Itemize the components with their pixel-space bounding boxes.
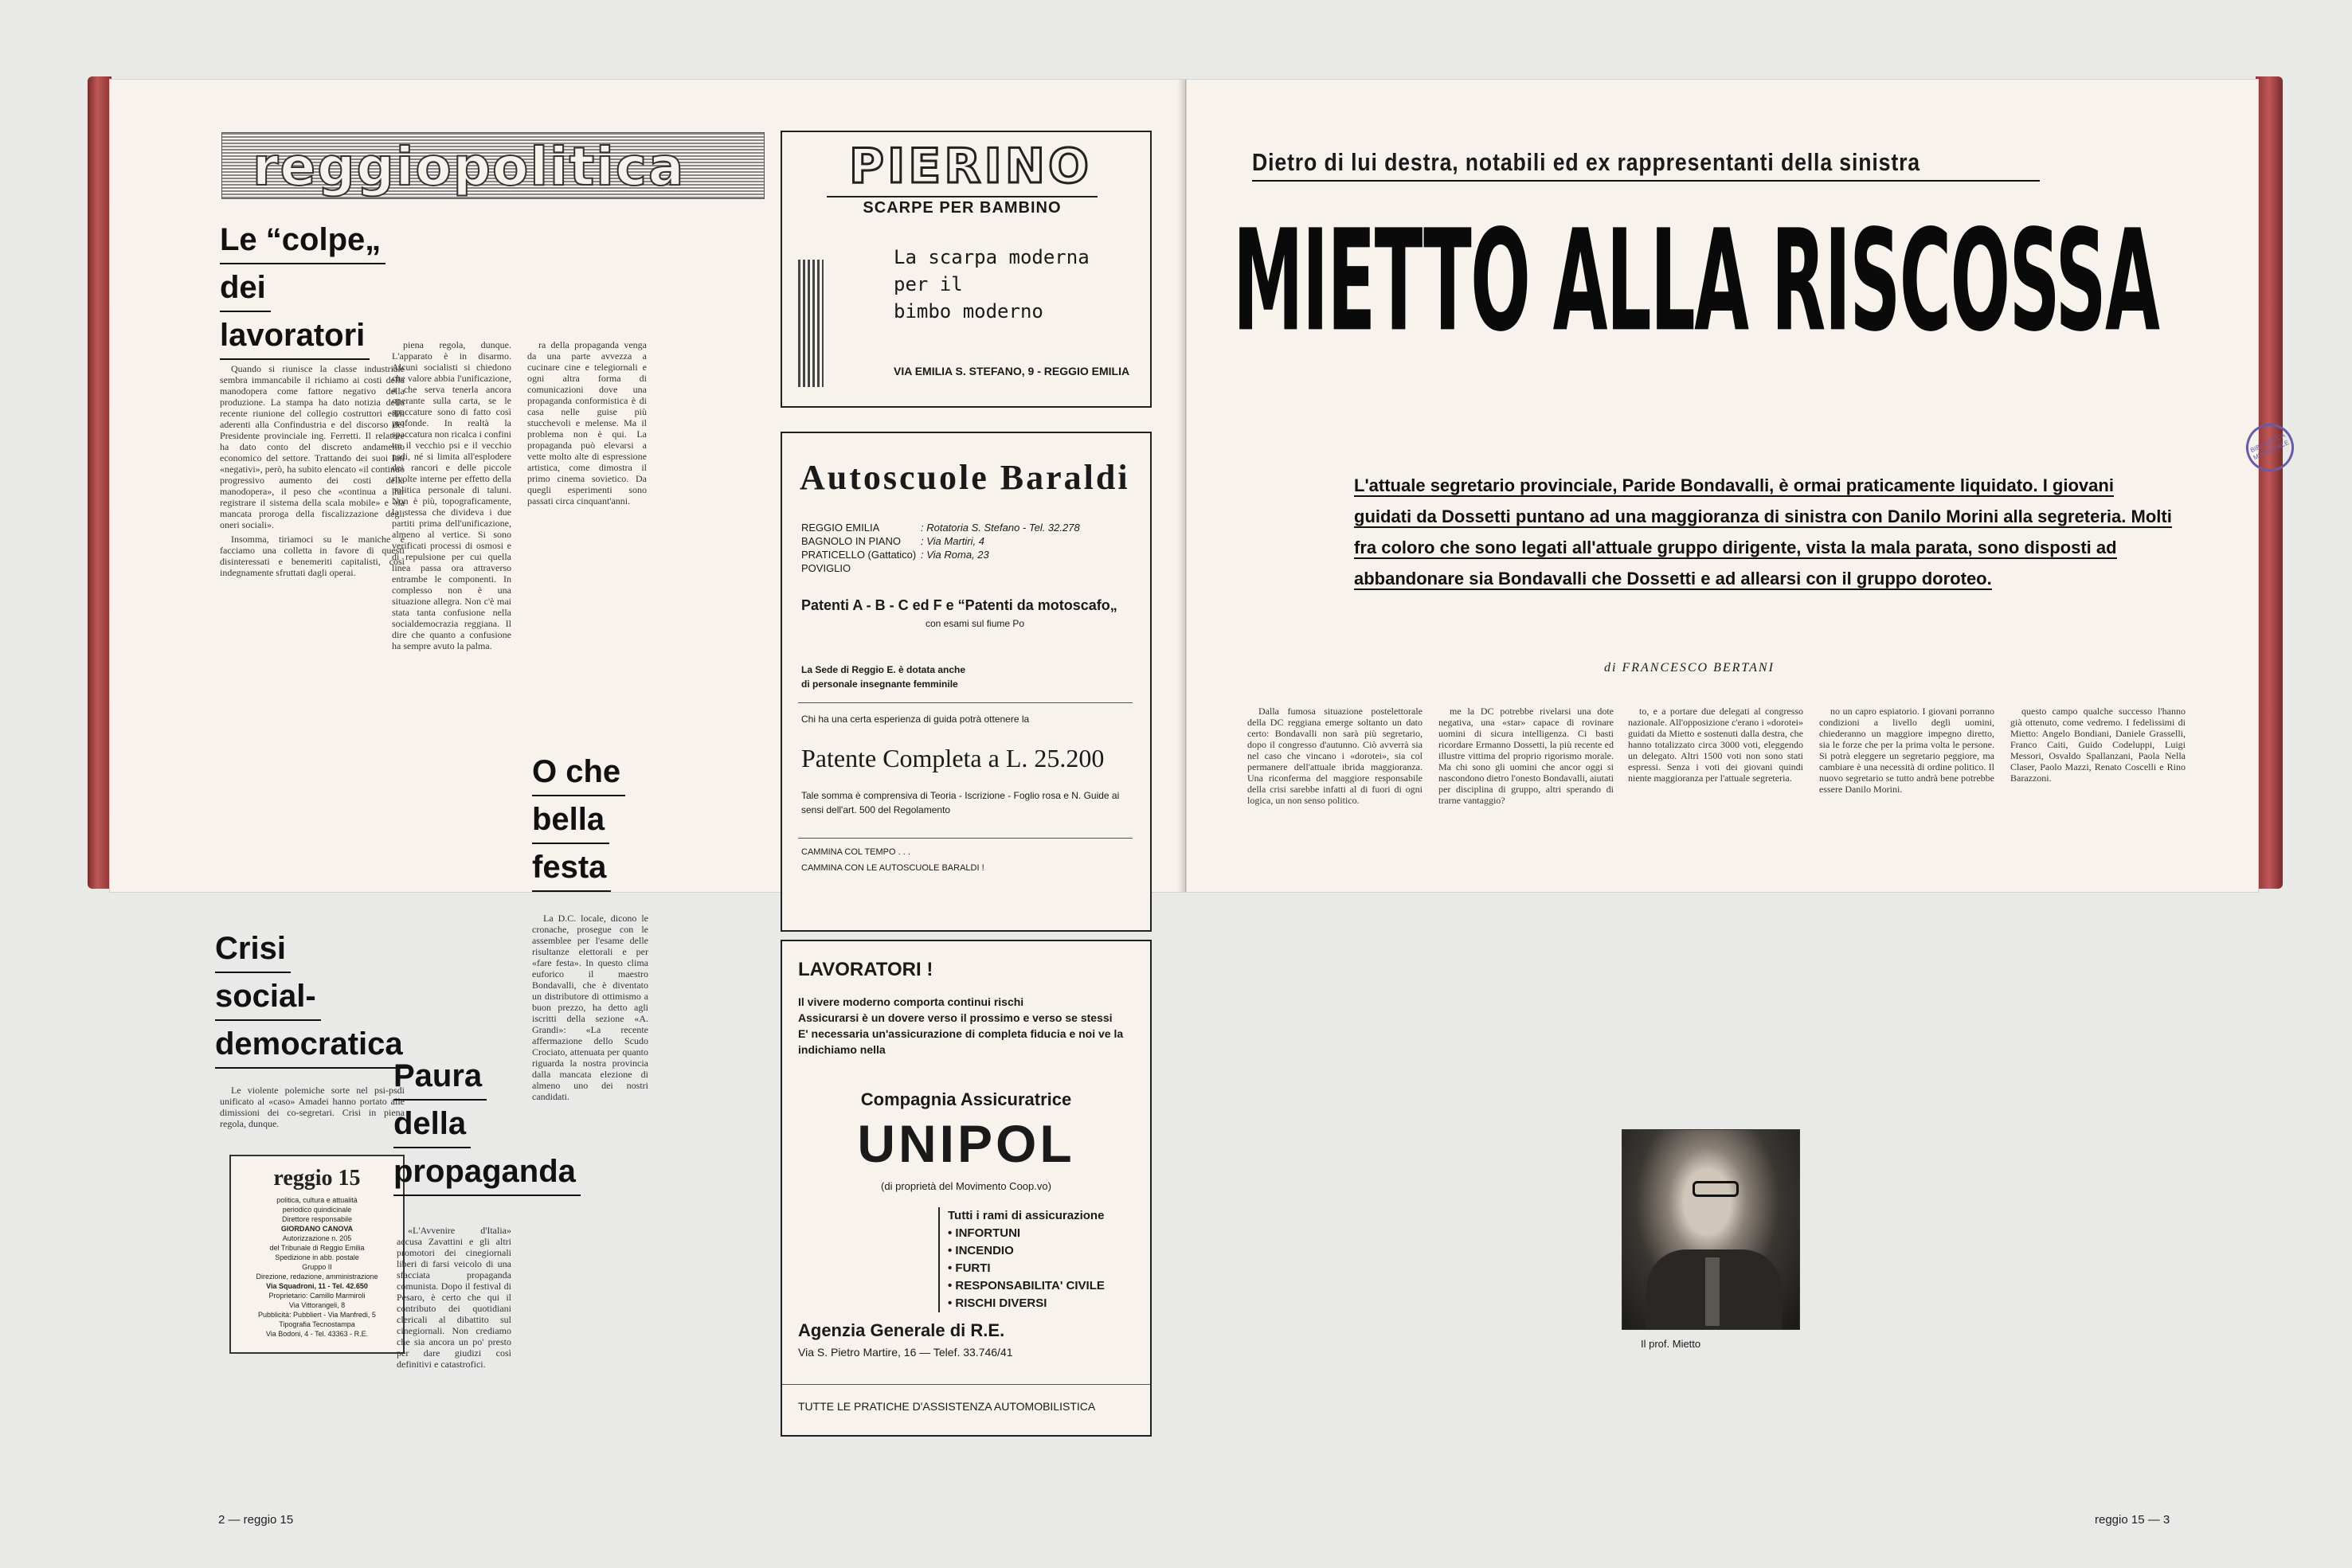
article-col-2: me la DC potrebbe rivelarsi una dote negativa, una «star» capace di rovinare uomini di sicura intelligenza. Ci basti ricordare Ermanno Dossetti, la più recente ed illustre vittima del proprio rigorismo morale. Ma chi sono gli uomini che ancor oggi si nascondono dietro l'onesto Bondavalli, aiutati per disciplina di gruppo, altri sperando di trarne vantaggio? — [1438, 706, 1614, 806]
library-stamp: BIBLIOTECA MUNICIPALE — [2238, 416, 2302, 479]
binding-left — [88, 76, 112, 889]
glasses-icon — [1693, 1181, 1739, 1197]
mietto-photo — [1622, 1129, 1800, 1330]
paura-title: Paura della propaganda — [393, 1053, 581, 1196]
kicker: Dietro di lui destra, notabili ed ex rappresentanti della sinistra — [1252, 148, 2040, 182]
colpe-title: Le “colpe„ dei lavoratori — [220, 217, 385, 360]
byline: di FRANCESCO BERTANI — [1604, 661, 1775, 675]
middle-column: piena regola, dunque. L'apparato è in disarmo. Alcuni socialisti si chiedono che valore abbia l'unificazione, a che serva tenerla ancora operante sulla carta, se le spaccature sono di fatto così profonde. In realtà la spaccatura non ricalca i confini tra il vecchio psi e il vecchio psdi, né si limita all'esplodere dei rancori e delle piccole rivolte interne per effetto della politica personale di taluni. Non è più, topograficamente, la stessa che divideva i due partiti prima dell'unificazione, almeno al vertice. Si sono verificati processi di osmosi e di repulsione per cui quella linea passa ora attraverso entrambe le componenti. In complesso non è una situazione allegra. Non c'è mai stata tanta confusione nella socialdemocrazia reggiana. Il dire che quanto a confusione ha sempre avuto la palma. — [392, 339, 511, 651]
photo-caption: Il prof. Mietto — [1641, 1338, 1701, 1350]
binding-right — [2256, 76, 2283, 889]
masthead: reggiopolitica — [221, 132, 765, 199]
left-footer: 2 — reggio 15 — [218, 1513, 294, 1527]
ocheb-body: La D.C. locale, dicono le cronache, prosegue con le assemblee per l'esame delle risultanze elettorali e per «fare festa». In questo clima euforico il maestro Bondavalli, che è diventato un distributore di ottimismo a buon prezzo, ha detto agli iscritti della sezione «A. Grandi»: «La recente affermazione dello Scudo Crociato, attenuata per quanto riguarda la nostra provincia dalla mancata elezione di almeno uno dei nostri candidati. — [532, 913, 648, 1102]
right-footer: reggio 15 — 3 — [2095, 1513, 2170, 1527]
propaganda-column: ra della propaganda venga da una parte avvezza a cucinare cine e telegiornali e ogni altra forma di comunicazioni dove una propaganda conformistica è di casa nelle guise più stucchevoli e melense. Ma il problema non è qui. La propaganda può elevarsi a vette molto alte di espressione artistica, come dimostra il primo cinema sovietico. Da quegli esperimenti sono passati circa cinquant'anni. — [527, 339, 647, 506]
ad-pierino: PIERINO SCARPE PER BAMBINO La scarpa moderna per il bimbo moderno VIA EMILIA S. STEFANO, 9 - REGGIO EMILIA — [781, 131, 1152, 408]
lead-paragraph: L'attuale segretario provinciale, Paride Bondavalli, è ormai praticamente liquidato. I giovani guidati da Dossetti puntano ad una maggioranza di sinistra con Danilo Morini alla segreteria. Molti fra coloro che sono legati all'attuale gruppo dirigente, vista la mala parata, sono disposti ad abbandonare sia Bondavalli che Dossetti e ad allearsi con il gruppo doroteo. — [1354, 475, 2172, 588]
ad-unipol: LAVORATORI ! Il vivere moderno comporta continui rischi Assicurarsi è un dovere verso il prossimo e verso se stessi E' necessaria un'assicurazione di completa fiducia e noi ve la indichiamo nella Compagnia Assicuratrice UNIPOL (di proprietà del Movimento Coop.vo) Tutti i rami di assicurazione • INFORTUNI • INCENDIO • FURTI • RESPONSABILITA' CIVILE • RISCHI DIVERSI Agenzia Generale di R.E. Via S. Pietro Martire, 16 — Telef. 33.746/41 TUTTE LE PRATICHE D'ASSISTENZA AUTOMOBILISTICA — [781, 940, 1152, 1437]
article-col-5: questo campo qualche successo l'hanno già ottenuto, come vedremo. I fedelissimi di Mietto: Angelo Bondiani, Daniele Grasselli, Franco Caiti, Guido Codeluppi, Luigi Messori, Osvaldo Spallanzani, Paola Nella Claser, Paolo Mazzi, Renato Coscelli e Rino Barazzoni. — [2010, 706, 2186, 784]
ad-baraldi: Autoscuole Baraldi REGGIO EMILIA : Rotatoria S. Stefano - Tel. 32.278 BAGNOLO IN PIANO : Via Martiri, 4 PRATICELLO (Gattatico) : Via Roma, 23 POVIGLIO Patenti A - B - C ed F e “Patenti da motoscafo„ con esami sul fiume Po La Sede di Reggio E. è dotata anche di personale insegnante femminile Chi ha una certa esperienza di guida potrà ottenere la Patente Completa a L. 25.200 Tale somma è comprensiva di Teoria - Iscrizione - Foglio rosa e N. Guide ai sensi dell'art. 500 del Regolamento CAMMINA COL TEMPO . . . CAMMINA CON LE AUTOSCUOLE BARALDI ! — [781, 432, 1152, 932]
pierino-bars-icon — [798, 260, 824, 387]
reggio15-box: reggio 15 politica, cultura e attualità periodico quindicinale Direttore responsabile GIORDANO CANOVA Autorizzazione n. 205 del Tribunale di Reggio Emilia Spedizione in abb. postale Gruppo II Direzione, redazione, amministrazione Via Squadroni, 11 - Tel. 42.650 Proprietario: Camillo Marmiroli Via Vittorangeli, 8 Pubblicità: Pubbliert - Via Manfredi, 5 Tipografia Tecnostampa Via Bodoni, 4 - Tel. 43363 - R.E. — [229, 1155, 405, 1354]
crisi-body: Le violente polemiche sorte nel psi-psdi unificato al «caso» Amadei hanno portato alle dimissioni dei co-segretari. Crisi in piena regola, dunque. — [220, 1085, 405, 1129]
article-col-3: to, e a portare due delegati al congresso nazionale. All'opposizione c'erano i «dorotei» guidati da Mietto e sostenuti dalla destra, che hanno totalizzato circa 3000 voti, eleggendo un delegato. Altri 1500 voti non sono stati espressi. Senza i voti dei giovani quindi niente maggioranza per l'attuale segreteria. — [1628, 706, 1803, 784]
right-page — [1187, 80, 2291, 1527]
crisi-title: Crisi social- democratica — [215, 925, 408, 1069]
main-title: MIETTO ALLA RISCOSSA — [1233, 199, 2159, 363]
colpe-body: Quando si riunisce la classe industriale sembra immancabile il richiamo ai costi della manodopera come fattore negativo della produzione. La stampa ha dato notizia della recente riunione del collegio costruttori edili aderenti alla Confindustria e del discorso del Presidente provinciale ing. Ferretti. Il relatore ha dato conto del discreto andamento economico del settore. Trattando dei suoi lati «negativi», però, ha subito elencato «il continuo progressivo aumento dei costi della manodopera», il peso che «continua a far registrare il sistema della scala mobile» e «la mancata proroga della fiscalizzazione degli oneri sociali». Insomma, tiriamoci su le maniche e facciamo una colletta in favore di questi disinteressati e benemeriti capitalisti, così indegnamente sfruttati dagli operai. — [220, 363, 405, 578]
article-col-4: no un capro espiatorio. I giovani porranno condizioni a livello degli uomini, chiederanno un maggiore impegno diretto, sia le forze che per la prima volta le persone. Si potrà eleggere un segretario peggiore, ma cambiare è una necessità di ordine politico. Il nuovo segretario se tutto andrà bene potrebbe essere Danilo Morini. — [1819, 706, 1994, 795]
ocheb-title: O che bella festa — [532, 749, 625, 892]
article-col-1: Dalla fumosa situazione postelettorale della DC reggiana emerge soltanto un dato certo: Bondavalli non sarà più segretario, dopo il congresso d'autunno. Ciò avverrà sia nel caso che vincano i «dorotei», sia col permanere dell'attuale ibrida maggioranza. Una riconferma del maggiore responsabile della crisi sarebbe infatti al di fuori di ogni logica, un non senso politico. — [1247, 706, 1423, 806]
unipol-logo: UNIPOL — [857, 1114, 1075, 1173]
paura-body: «L'Avvenire d'Italia» accusa Zavattini e gli altri promotori dei cinegiornali liberi di farsi veicolo di una sfacciata propaganda comunista. Dopo il festival di Pesaro, è certo che qui il contributo dei quotidiani clericali al dibattito sul cinegiornali. Non crediamo che sia ancora un po' presto per dare giudizi così definitivi e catastrofici. — [397, 1225, 511, 1370]
